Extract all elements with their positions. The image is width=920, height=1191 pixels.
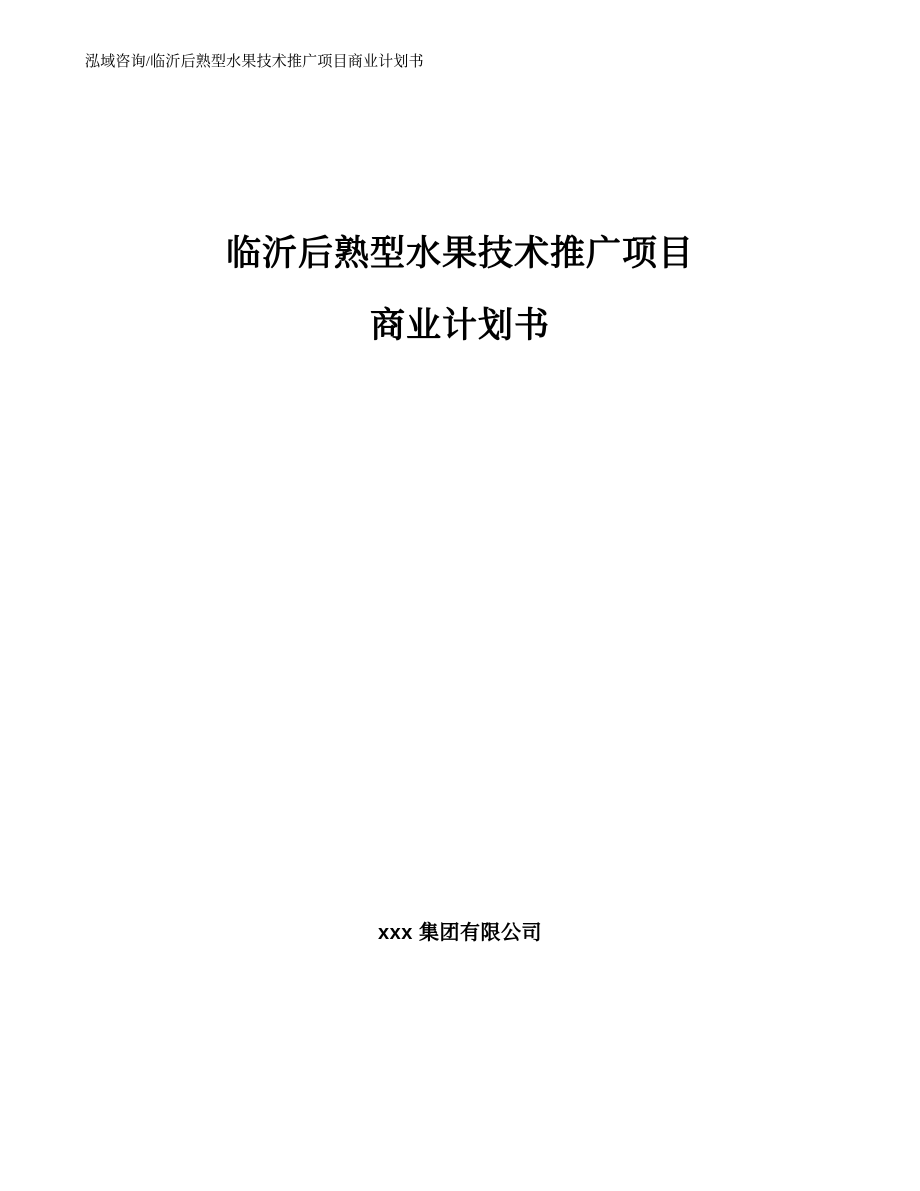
document-header: 泓域咨询/临沂后熟型水果技术推广项目商业计划书 bbox=[85, 54, 424, 70]
company-name: xxx 集团有限公司 bbox=[378, 922, 542, 944]
document-title bbox=[0, 218, 920, 362]
page-title-line-1: 临沂后熟型水果技术推广项目 bbox=[225, 234, 694, 273]
company-block bbox=[0, 918, 920, 948]
page-title-line-2: 商业计划书 bbox=[369, 306, 550, 345]
